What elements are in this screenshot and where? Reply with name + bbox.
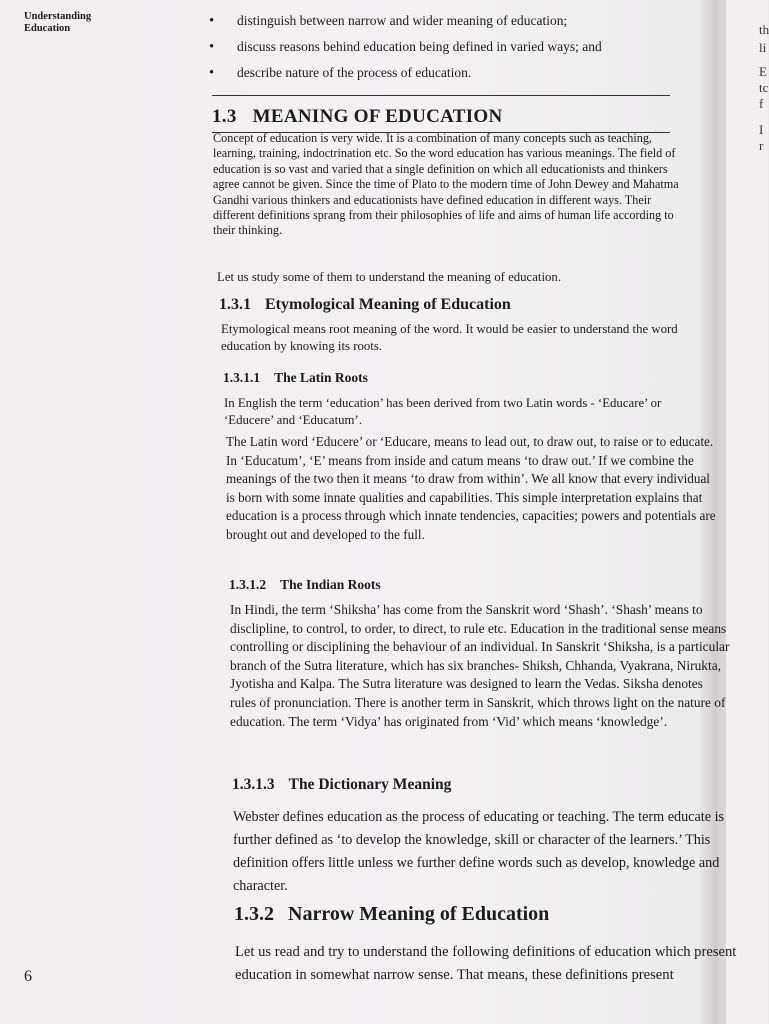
running-head: Understanding Education	[24, 11, 92, 34]
right-page-fragment: E	[759, 64, 767, 79]
right-page-fragment: tc	[759, 80, 769, 95]
concept-paragraph: Concept of education is very wide. It is a combination of many concepts such as teaching, learning, training, indoctrination etc. So the word education has various meanings. The field of education is so vast and varied that a single definition on which all educationists and thinkers agree cannot be given. Since the time of Plato to the modern time of John Dewey and Mahatma Gandhi various thinkers and educationists have defined education in different ways. Their different definitions sprang from their philosophies of life and aims of human life according to their thinking.	[213, 131, 679, 238]
indian-roots-paragraph: In Hindi, the term ‘Shiksha’ has come from the Sanskrit word ‘Shash’. ‘Shash’ means to disclipline, to control, to order, to direct, to rule etc. Education in the traditional sense means controlling or disciplining the behaviour of an individual. In Sanskrit ‘Shiksha, is a particular branch of the Sutra literature, which has six branches- Shiksh, Chhanda, Vyakrana, Nirukta, Jyotisha and Kalpa. The Sutra literature was designed to learn the Vedas. Siksha denotes rules of pronunciation. There is another term in Sanskrit, which throws light on the nature of education. The term ‘Vidya’ has originated from ‘Vid’ which means ‘knowledge’.	[230, 602, 730, 729]
subsection-heading-1-3-1-1: 1.3.1.1 The Latin Roots	[223, 370, 368, 385]
section-heading	[212, 106, 705, 128]
list-item: • discuss reasons behind education being defined in varied ways; and	[205, 36, 705, 62]
subsection-heading-1-3-2: 1.3.2 Narrow Meaning of Education	[234, 903, 550, 925]
subsection-heading-1-3-1-2: 1.3.1.2 The Indian Roots	[229, 577, 381, 592]
section-number: 1.3	[212, 106, 237, 127]
objectives-list	[205, 10, 705, 88]
latin-roots-paragraph-1: In English the term ‘education’ has been derived from two Latin words - ‘Educare’ or ‘Educere’ and ‘Educatum’.	[224, 396, 662, 427]
subsection-heading-1-3-1: 1.3.1 Etymological Meaning of Education	[219, 296, 511, 313]
right-page-fragment: r	[759, 138, 764, 153]
etymological-paragraph: Etymological means root meaning of the word. It would be easier to understand the word education by knowing its roots.	[221, 322, 678, 353]
lets-study-paragraph: Let us study some of them to understand the meaning of education.	[217, 270, 562, 284]
narrow-meaning-paragraph: Let us read and try to understand the following definitions of education which present education in somewhat narrow sense. That means, these definitions present	[235, 944, 737, 983]
page-content	[205, 10, 705, 133]
page-number: 6	[24, 968, 32, 985]
right-page-fragment: f	[759, 96, 764, 111]
right-page-fragment: th	[759, 22, 769, 37]
list-item: • describe nature of the process of education.	[205, 62, 705, 88]
section-title: MEANING OF EDUCATION	[252, 106, 503, 127]
dictionary-paragraph: Webster defines education as the process of educating or teaching. The term educate is further defined as ‘to develop the knowledge, skill or character of the learners.’ This definition offers little unless we further define words such as develop, knowledge and character.	[233, 809, 725, 894]
subsection-heading-1-3-1-3: 1.3.1.3 The Dictionary Meaning	[232, 776, 452, 793]
right-page-fragment: I	[759, 122, 764, 137]
divider	[212, 95, 670, 96]
right-page-fragment: li	[759, 40, 767, 55]
latin-roots-paragraph-2: The Latin word ‘Educere’ or ‘Educare, means to lead out, to draw out, to raise or to educate. In ‘Educatum’, ‘E’ means from inside and catum means ‘to draw out.’ If we combine the meanings of the two then it means ‘to draw from within’. We all know that every individual is born with some innate qualities and capabilities. This simple interpretation explains that education is a process through which innate tendencies, capacities; powers and potentials are brought out and developed to the full.	[226, 434, 716, 542]
list-item: • distinguish between narrow and wider meaning of education;	[205, 10, 705, 36]
